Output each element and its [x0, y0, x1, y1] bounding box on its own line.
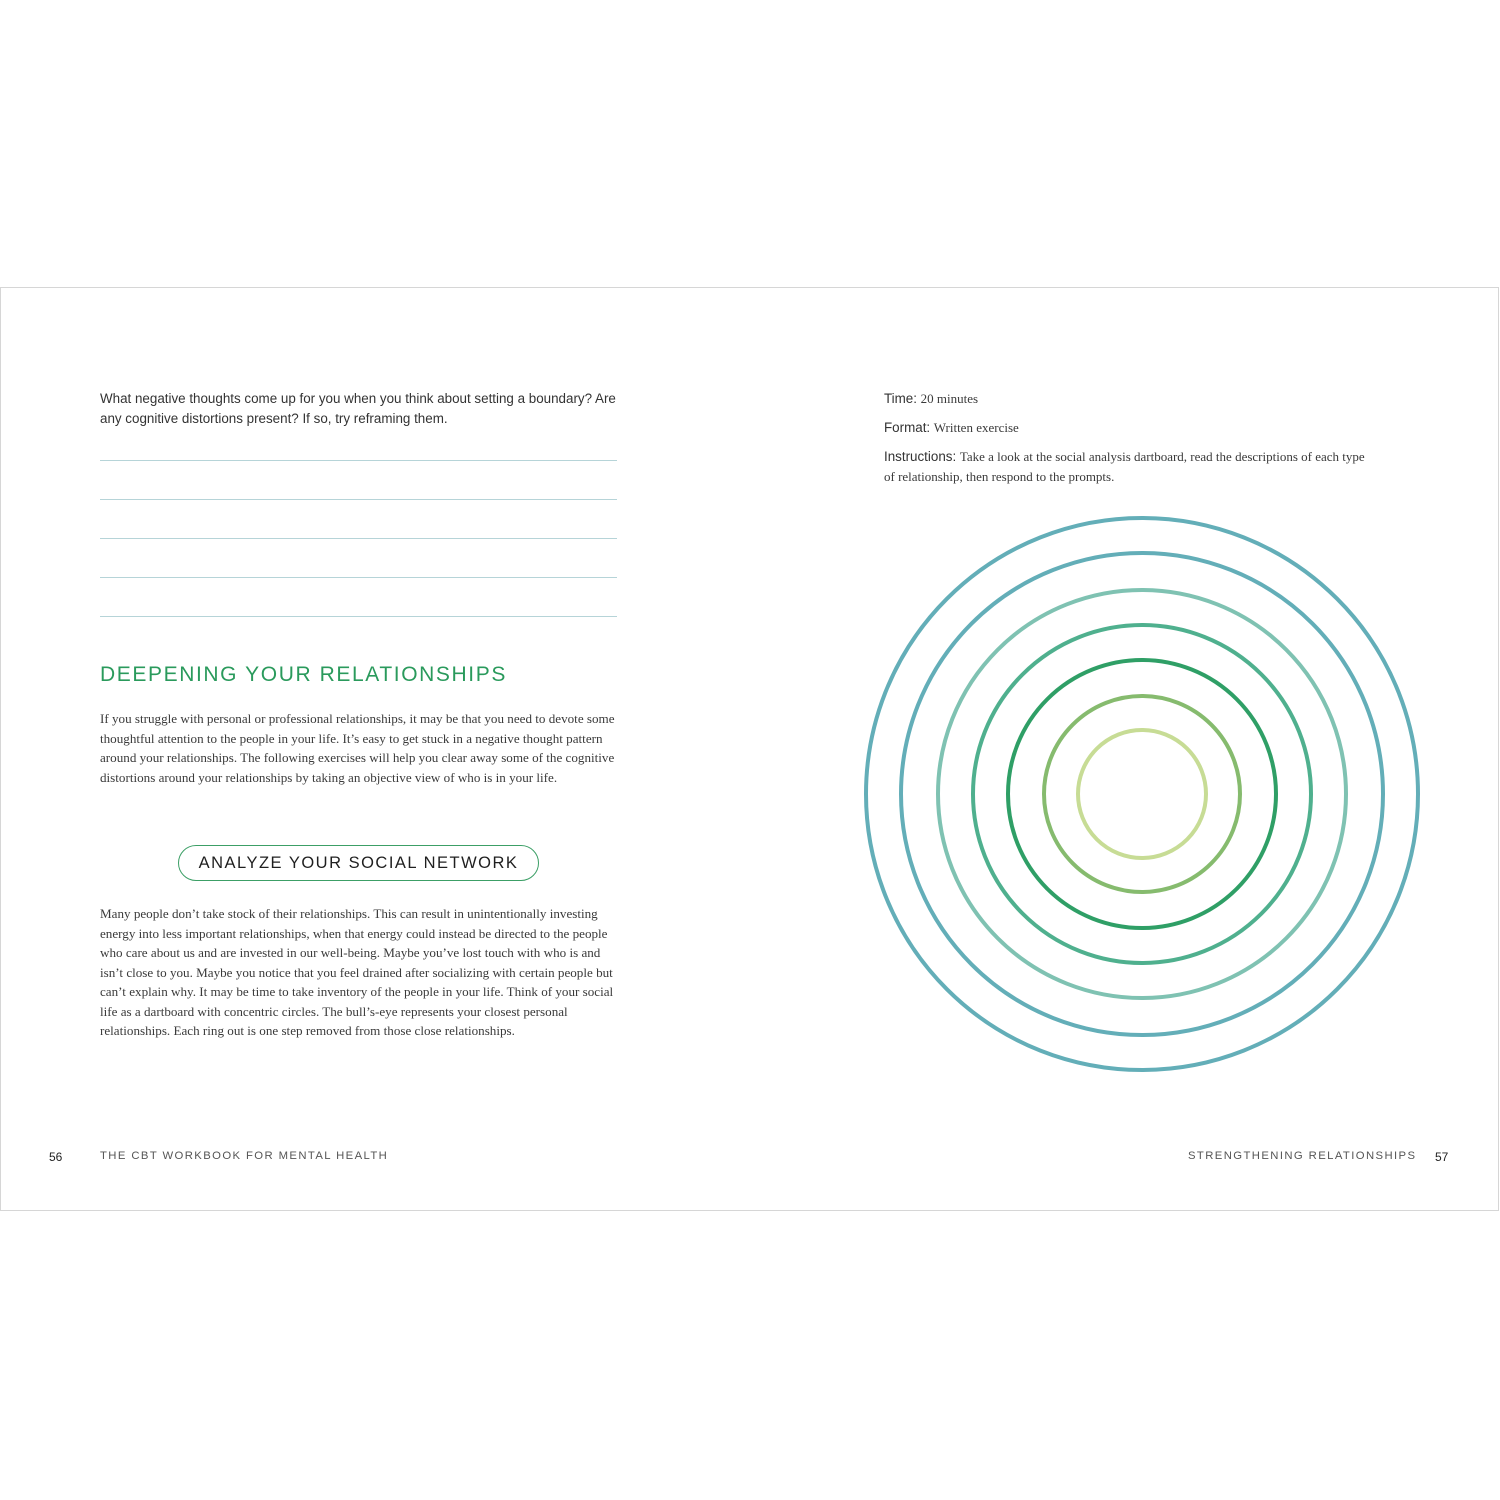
social-dartboard: [863, 515, 1421, 1073]
instructions-line: [884, 447, 1369, 486]
running-head-left: THE CBT WORKBOOK FOR MENTAL HEALTH: [100, 1150, 389, 1162]
time-line: [884, 389, 1384, 409]
book-spread: [0, 287, 1499, 1211]
intro-paragraph: If you struggle with personal or professional relationships, it may be that you need to devote some thoughtful attention to the people in your life. It’s easy to get stuck in a negative thought pattern around your relationships. The following exercises will help you clear away some of the cognitive distortions around your relationships by taking an objective view of who is in your life.: [100, 711, 615, 785]
format-value: Written exercise: [933, 420, 1019, 435]
section-heading: DEEPENING YOUR RELATIONSHIPS: [100, 663, 507, 686]
page-number-right: 57: [1435, 1150, 1449, 1164]
dartboard-ring: [1008, 660, 1276, 928]
dartboard-bullseye: [1078, 730, 1206, 858]
exercise-paragraph: Many people don’t take stock of their relationships. This can result in unintentionally investing energy into less important relationships, when that energy could instead be directed to the people who care about us and are invested in our well-being. Maybe you’ve lost touch with who is and isn’t close to you. Maybe you notice that you feel drained after socializing with certain people but can’t explain why. It may be time to take inventory of the people in your life. Think of your social life as a dartboard with concentric circles. The bull’s-eye represents your closest personal relationships. Each ring out is one step removed from those close relationships.: [100, 906, 614, 1038]
writing-line: [100, 460, 617, 461]
dartboard-ring: [973, 625, 1311, 963]
dartboard-ring: [1044, 696, 1240, 892]
dartboard-ring: [938, 590, 1346, 998]
writing-line: [100, 538, 617, 539]
writing-line: [100, 577, 617, 578]
time-label: Time:: [884, 391, 917, 406]
instructions-value: Take a look at the social analysis dartboard, read the descriptions of each type of relationship, then respond to the prompts.: [884, 449, 1365, 484]
dartboard-ring-outer: [866, 518, 1418, 1070]
writing-line: [100, 616, 617, 617]
reflection-prompt: What negative thoughts come up for you when you think about setting a boundary? Are any cognitive distortions present? If so, try reframing them.: [100, 391, 616, 426]
running-head-right: STRENGTHENING RELATIONSHIPS: [1188, 1150, 1417, 1162]
page-number-left: 56: [49, 1150, 63, 1164]
format-label: Format:: [884, 420, 931, 435]
instructions-label: Instructions:: [884, 449, 957, 464]
format-line: [884, 418, 1384, 438]
time-value: 20 minutes: [920, 391, 979, 406]
writing-line: [100, 499, 617, 500]
exercise-title-badge: ANALYZE YOUR SOCIAL NETWORK: [178, 845, 539, 881]
